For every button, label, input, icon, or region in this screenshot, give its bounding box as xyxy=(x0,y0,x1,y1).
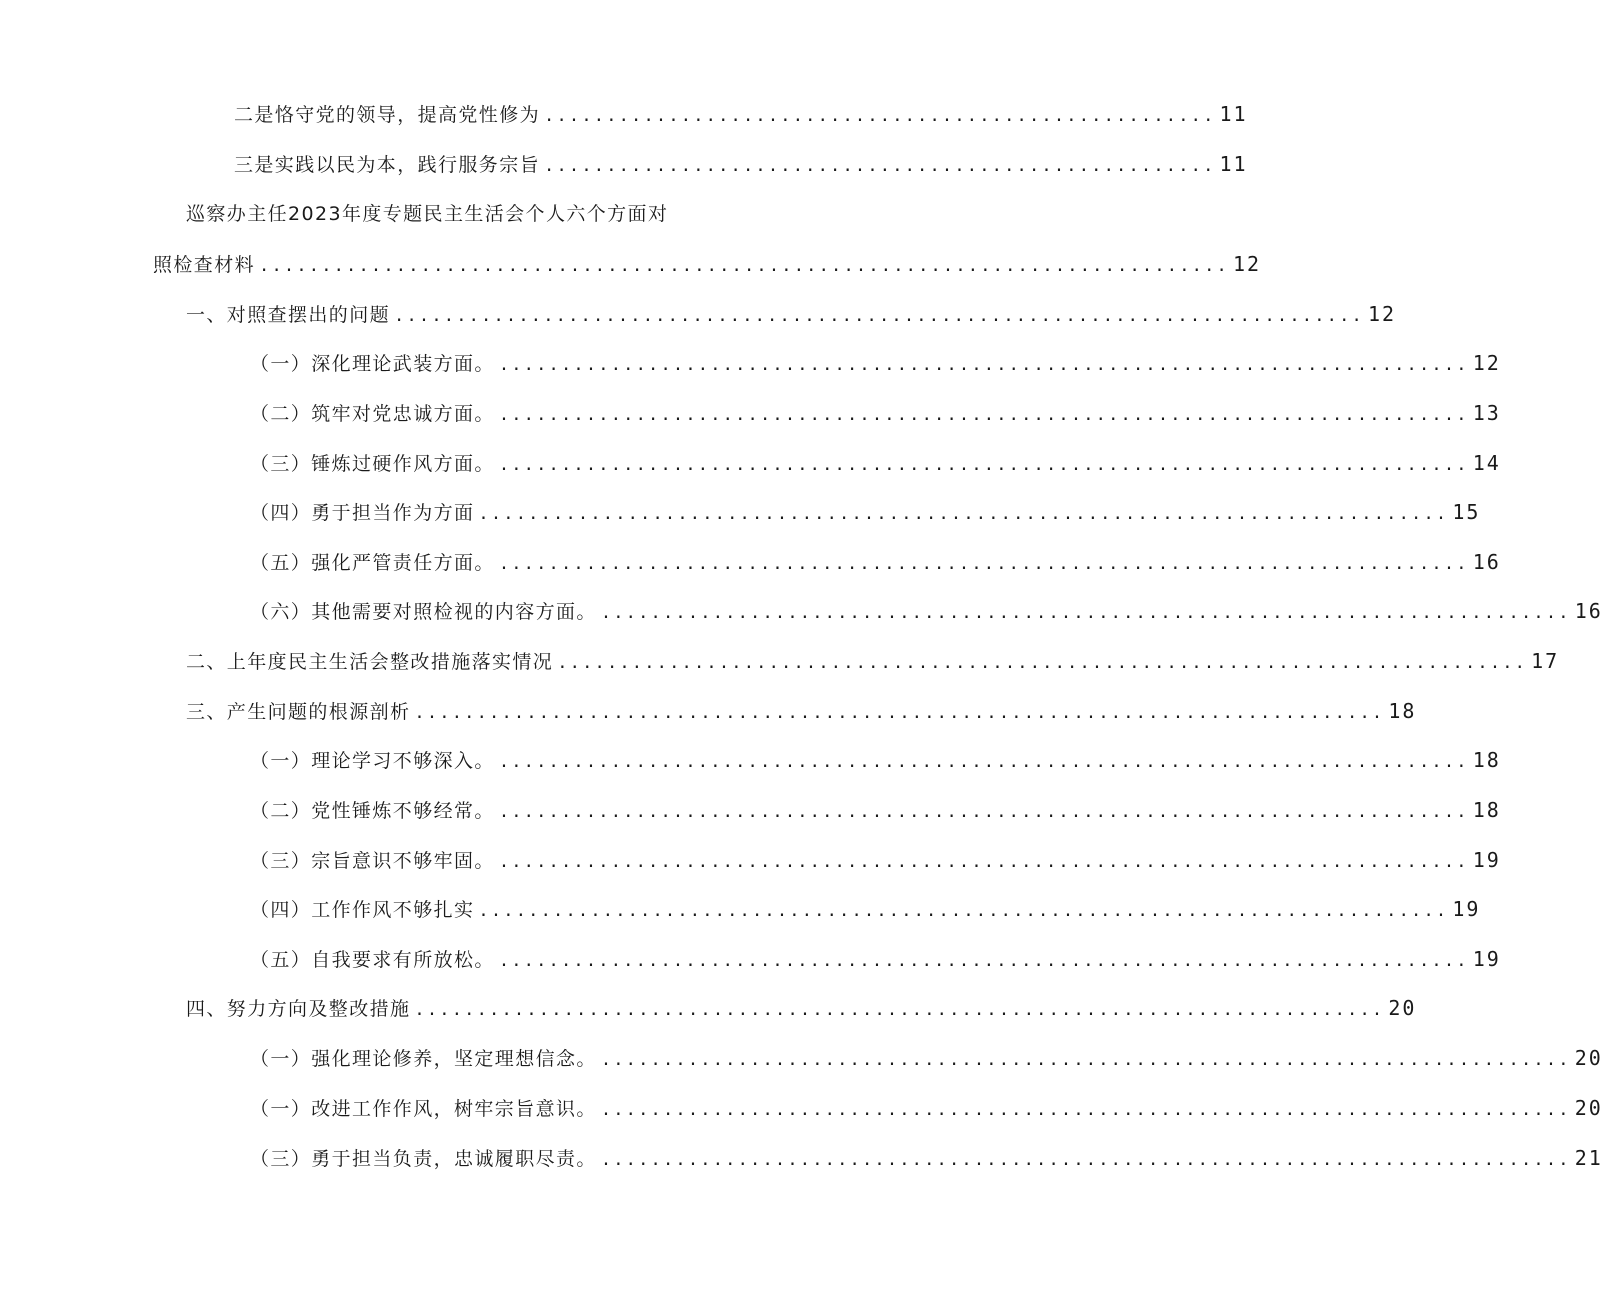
toc-entry-page: 16 xyxy=(1574,599,1603,623)
toc-entry-page: 16 xyxy=(1472,550,1501,574)
toc-entry-title: （四）工作作风不够扎实 xyxy=(250,899,475,921)
toc-entry-page: 21 xyxy=(1574,1146,1603,1170)
toc-entry-title-line[interactable] xyxy=(186,199,668,229)
toc-entry-title: （一）改进工作作风，树牢宗旨意识。 xyxy=(250,1098,597,1120)
toc-entry-page: 13 xyxy=(1472,401,1501,425)
toc-entry-title: 巡察办主任2023年度专题民主生活会个人六个方面对 xyxy=(186,203,669,225)
toc-leader-dots: .............................................................................. xyxy=(600,1100,1571,1120)
toc-leader-dots: ...................................................... xyxy=(544,106,1216,126)
toc-entry-page: 18 xyxy=(1388,699,1417,723)
toc-entry[interactable] xyxy=(250,1143,1603,1173)
toc-leader-dots: .............................................................................. xyxy=(600,1150,1571,1170)
toc-leader-dots: .............................................................................. xyxy=(478,504,1449,524)
toc-leader-dots: .............................................................................. xyxy=(557,653,1528,673)
toc-leader-dots: .............................................................................. xyxy=(394,306,1364,326)
toc-entry-title: 照检查材料 xyxy=(153,254,256,276)
toc-entry[interactable] xyxy=(234,99,1248,129)
toc-entry-title: （一）理论学习不够深入。 xyxy=(250,750,495,772)
toc-entry[interactable] xyxy=(186,696,1417,726)
toc-entry-title: （三）锤炼过硬作风方面。 xyxy=(250,453,495,475)
toc-entry-page: 20 xyxy=(1574,1096,1603,1120)
toc-entry[interactable] xyxy=(250,547,1501,577)
toc-leader-dots: .............................................................................. xyxy=(498,852,1469,872)
toc-entry-page: 15 xyxy=(1452,500,1481,524)
toc-entry-title: （二）筑牢对党忠诚方面。 xyxy=(250,403,495,425)
toc-leader-dots: .............................................................................. xyxy=(498,951,1469,971)
toc-entry[interactable] xyxy=(250,1093,1603,1123)
toc-entry-title: 二是恪守党的领导，提高党性修为 xyxy=(234,104,541,126)
toc-entry-page: 11 xyxy=(1219,152,1248,176)
toc-leader-dots: .............................................................................. xyxy=(600,1050,1571,1070)
toc-entry[interactable] xyxy=(186,993,1417,1023)
toc-entry[interactable] xyxy=(153,249,1262,279)
toc-entry-page: 12 xyxy=(1367,302,1397,326)
toc-entry[interactable] xyxy=(250,398,1501,428)
toc-entry[interactable] xyxy=(250,845,1501,875)
toc-entry[interactable] xyxy=(186,299,1397,329)
toc-entry-title: （三）勇于担当负责，忠诚履职尽责。 xyxy=(250,1148,597,1170)
toc-entry-page: 20 xyxy=(1574,1046,1603,1070)
toc-entry[interactable] xyxy=(234,149,1248,179)
toc-entry[interactable] xyxy=(250,795,1501,825)
toc-entry[interactable] xyxy=(250,348,1501,378)
toc-entry-page: 20 xyxy=(1388,996,1417,1020)
toc-leader-dots: .............................................................................. xyxy=(498,355,1469,375)
toc-entry-title: 二、上年度民主生活会整改措施落实情况 xyxy=(186,651,554,673)
toc-entry-page: 18 xyxy=(1472,748,1501,772)
toc-leader-dots: .............................................................................. xyxy=(600,603,1571,623)
toc-leader-dots: .............................................................................. xyxy=(498,405,1469,425)
toc-entry-title: （五）自我要求有所放松。 xyxy=(250,949,495,971)
toc-entry-title: 一、对照查摆出的问题 xyxy=(186,304,391,326)
toc-entry-page: 19 xyxy=(1472,848,1501,872)
toc-entry-page: 18 xyxy=(1472,798,1501,822)
toc-leader-dots: .............................................................................. xyxy=(414,703,1385,723)
toc-entry-title: （一）强化理论修养，坚定理想信念。 xyxy=(250,1048,597,1070)
toc-leader-dots: .............................................................................. xyxy=(498,455,1469,475)
toc-entry-title: 三是实践以民为本，践行服务宗旨 xyxy=(234,154,541,176)
toc-entry[interactable] xyxy=(250,596,1603,626)
toc-leader-dots: .............................................................................. xyxy=(498,752,1469,772)
toc-entry-page: 19 xyxy=(1472,947,1501,971)
toc-entry-title: （四）勇于担当作为方面 xyxy=(250,502,475,524)
toc-entry[interactable] xyxy=(250,1043,1603,1073)
toc-leader-dots: .............................................................................. xyxy=(498,554,1469,574)
toc-entry[interactable] xyxy=(250,894,1481,924)
toc-entry-title: （五）强化严管责任方面。 xyxy=(250,552,495,574)
toc-entry-page: 19 xyxy=(1452,897,1481,921)
toc-leader-dots: .............................................................................. xyxy=(259,256,1229,276)
toc-entry-title: （二）党性锤炼不够经常。 xyxy=(250,800,495,822)
toc-entry-title: （三）宗旨意识不够牢固。 xyxy=(250,850,495,872)
toc-entry-page: 14 xyxy=(1472,451,1501,475)
toc-entry[interactable] xyxy=(250,944,1501,974)
toc-entry-title: 四、努力方向及整改措施 xyxy=(186,998,411,1020)
toc-entry-page: 12 xyxy=(1232,252,1262,276)
toc-entry-title: 三、产生问题的根源剖析 xyxy=(186,701,411,723)
toc-entry[interactable] xyxy=(250,448,1501,478)
toc-entry[interactable] xyxy=(186,646,1560,676)
toc-entry-title: （一）深化理论武装方面。 xyxy=(250,353,495,375)
toc-entry[interactable] xyxy=(250,497,1481,527)
toc-entry[interactable] xyxy=(250,745,1501,775)
toc-entry-page: 11 xyxy=(1219,102,1248,126)
toc-entry-page: 12 xyxy=(1472,351,1501,375)
toc-leader-dots: .............................................................................. xyxy=(414,1000,1385,1020)
toc-leader-dots: ...................................................... xyxy=(544,156,1216,176)
toc-leader-dots: .............................................................................. xyxy=(498,802,1469,822)
toc-leader-dots: .............................................................................. xyxy=(478,901,1449,921)
toc-entry-page: 17 xyxy=(1531,649,1560,673)
toc-entry-title: （六）其他需要对照检视的内容方面。 xyxy=(250,601,597,623)
